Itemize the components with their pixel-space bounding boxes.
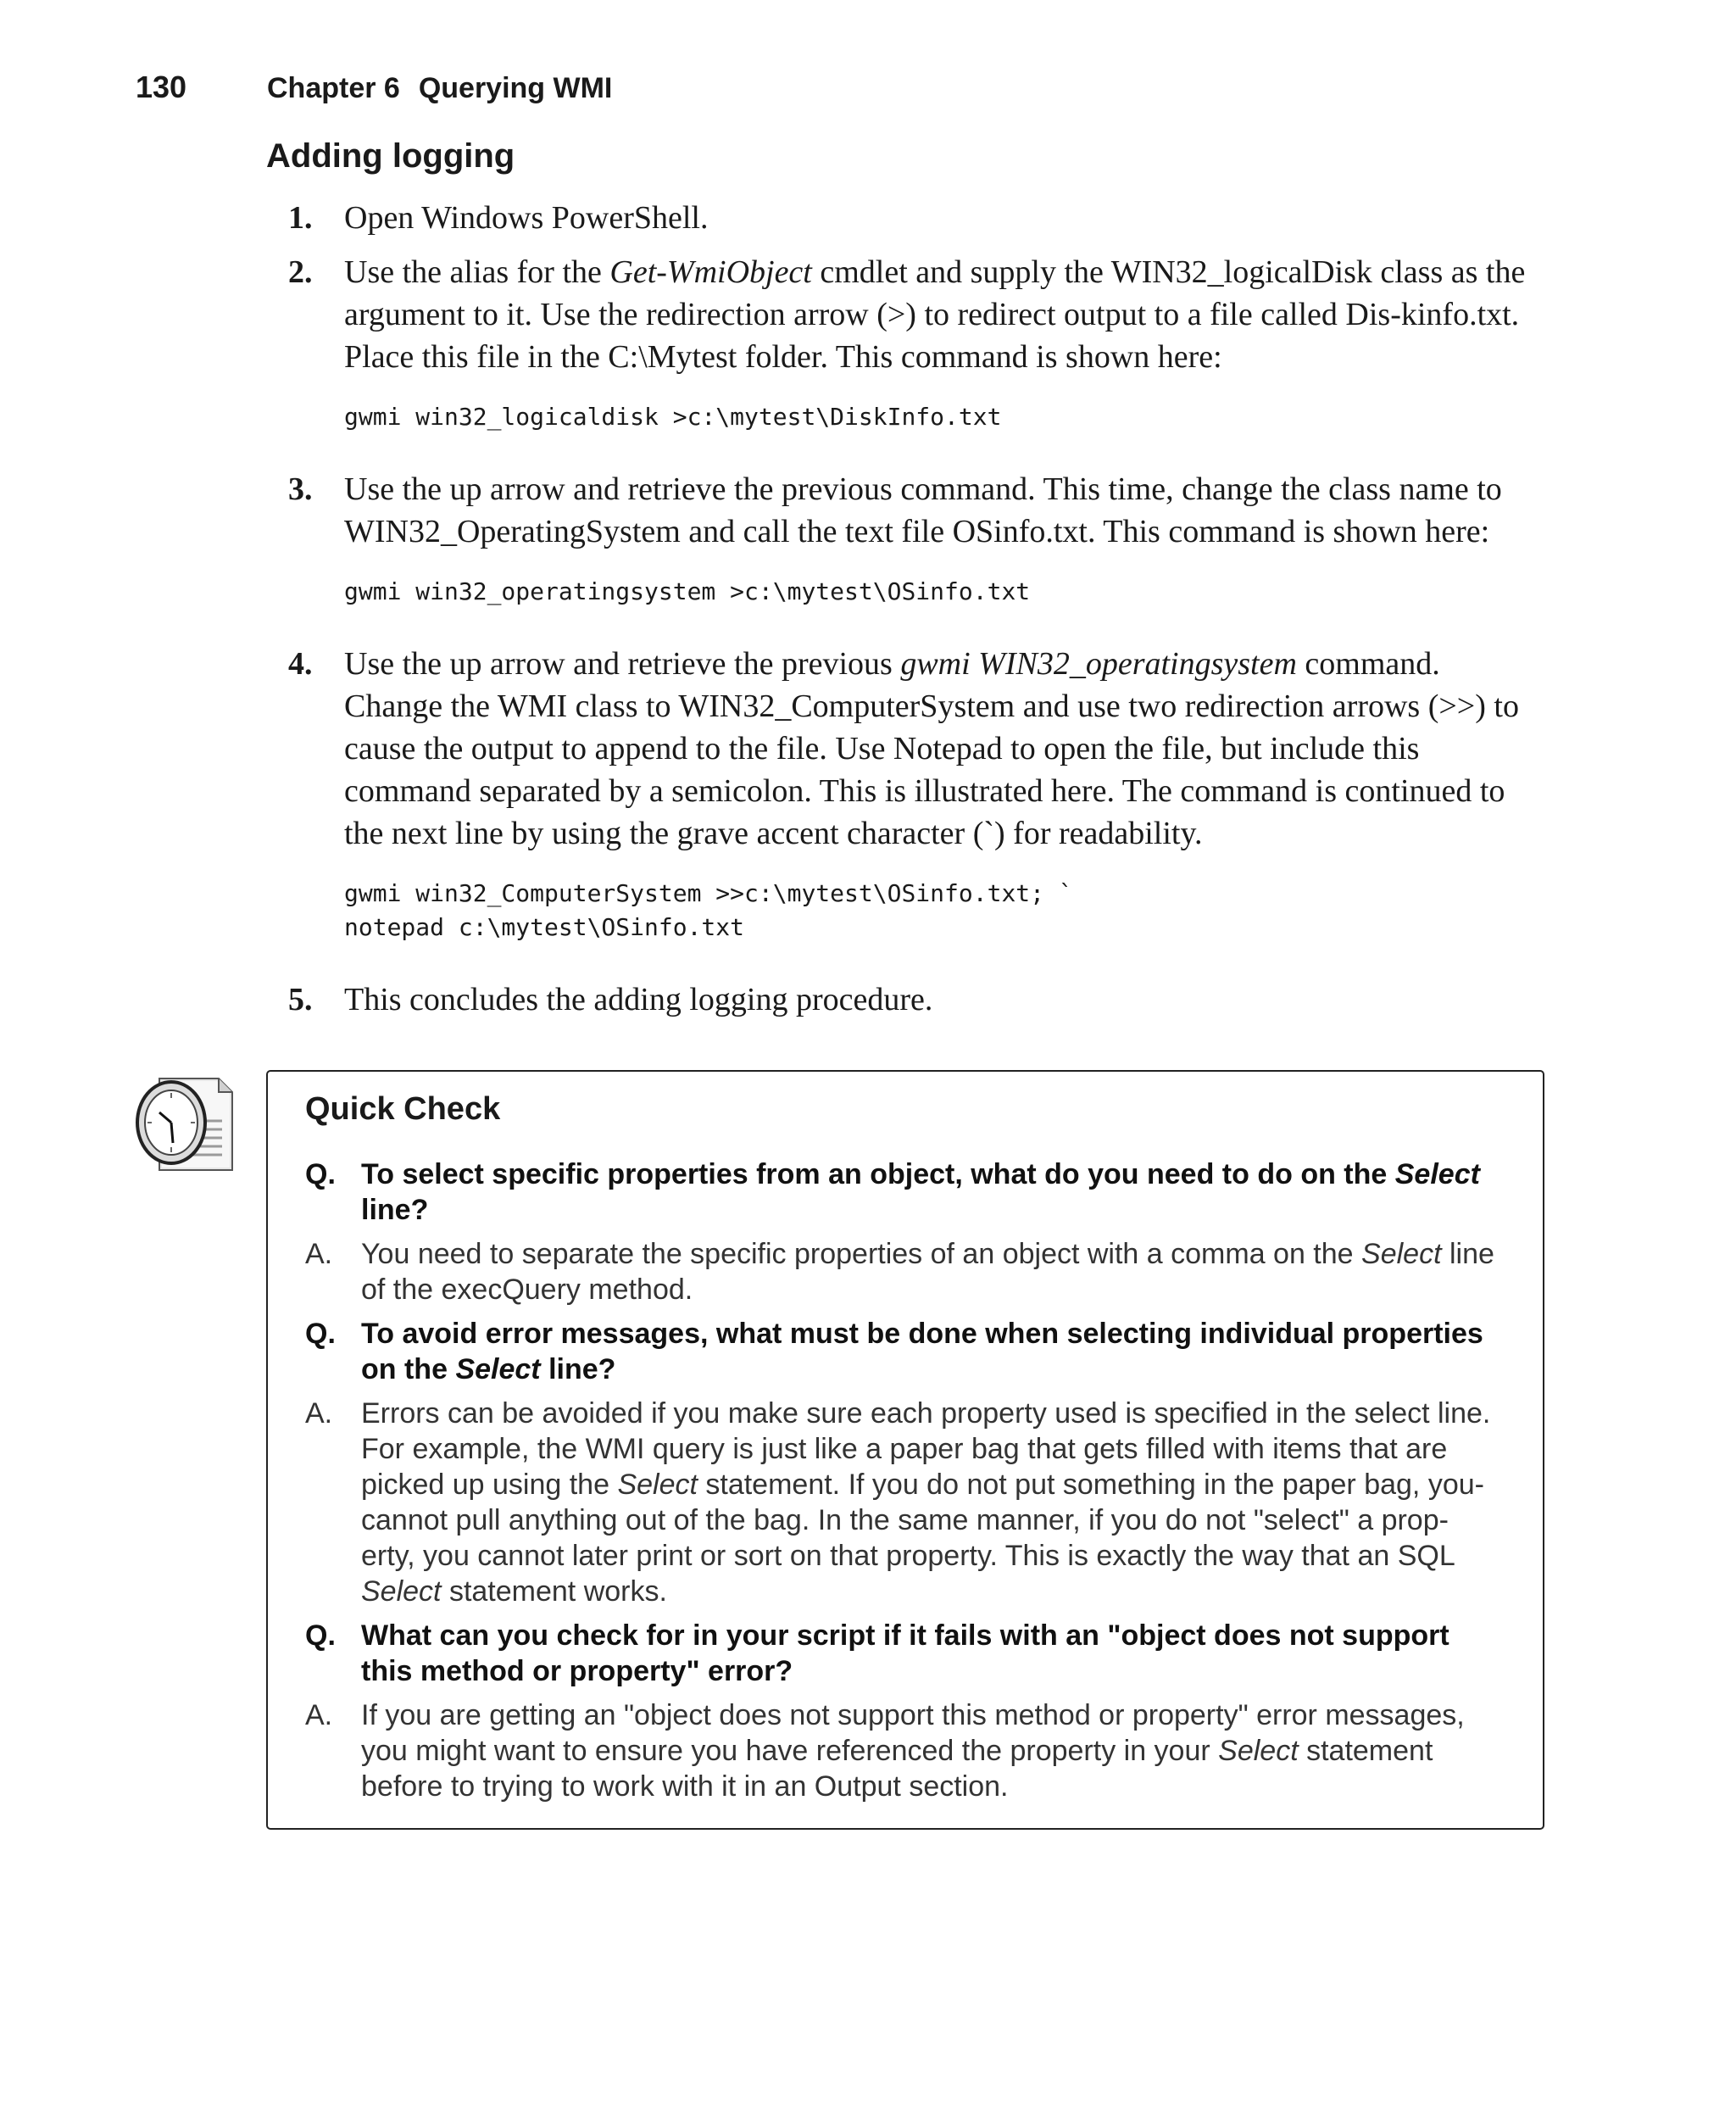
step-number: 1.	[288, 200, 313, 236]
code-line: gwmi win32_ComputerSystem >>c:\mytest\OSinfo.txt; `	[344, 879, 1073, 907]
answer-label: A.	[305, 1397, 333, 1430]
step-number: 2.	[288, 254, 313, 290]
question-1	[305, 1157, 1495, 1228]
text-part: line?	[361, 1194, 429, 1226]
section-title: Adding logging	[266, 137, 515, 175]
step-text-part: cmdlet and supply the WIN32_logicalDisk class as the argument to it. Use the redirection arrow (>) to redirect output to a file called Dis-kinfo.txt. Place this file in the C:\Mytest folder. This command is shown here:	[344, 254, 1526, 375]
step-5	[266, 978, 1546, 1021]
step-text-part: Use the alias for the	[344, 254, 610, 290]
step-1	[266, 197, 1546, 239]
quick-check-title: Quick Check	[305, 1091, 501, 1127]
answer-label: A.	[305, 1699, 333, 1731]
step-number: 3.	[288, 471, 313, 507]
step-3	[266, 468, 1546, 631]
step-text-part: Use the up arrow and retrieve the previous	[344, 646, 901, 682]
text-part: line?	[540, 1353, 616, 1385]
question-text	[361, 1316, 1495, 1387]
command-name: gwmi WIN32_operatingsystem	[900, 646, 1297, 682]
running-head	[136, 70, 612, 105]
question-label: Q.	[305, 1619, 336, 1652]
procedure-steps	[266, 197, 1546, 1033]
answer-text	[361, 1236, 1495, 1307]
emphasis: Select	[1394, 1158, 1480, 1190]
emphasis: Select	[1361, 1238, 1442, 1270]
emphasis: Select	[361, 1575, 442, 1608]
step-text	[344, 251, 1546, 378]
text-part: statement before to trying to work with it in an Output section.	[361, 1735, 1433, 1803]
question-3	[305, 1618, 1495, 1689]
text-part: To select specific properties from an object, what do you need to do on the	[361, 1158, 1395, 1190]
text-part: statement works.	[441, 1575, 667, 1608]
answer-text	[361, 1697, 1495, 1804]
answer-2	[305, 1396, 1495, 1609]
emphasis: Select	[1218, 1735, 1299, 1767]
answer-1	[305, 1236, 1495, 1307]
code-line: notepad c:\mytest\OSinfo.txt	[344, 913, 745, 941]
emphasis: Select	[455, 1353, 541, 1385]
answer-3	[305, 1697, 1495, 1804]
step-text: This concludes the adding logging procedure.	[344, 982, 933, 1017]
step-number: 5.	[288, 982, 313, 1017]
question-label: Q.	[305, 1318, 336, 1350]
answer-label: A.	[305, 1238, 333, 1270]
step-2	[266, 251, 1546, 456]
emphasis: Select	[617, 1469, 698, 1501]
chapter-label: Chapter 6	[267, 72, 400, 104]
code-sample	[344, 877, 1546, 945]
step-text	[344, 643, 1546, 855]
step-text-part: command. Change the WMI class to WIN32_ComputerSystem and use two redirection arrows (>>) to cause the output to append to the file. Use Notepad to open the file, but include this command separated by a semicolon. This is illustrated here. The command is continued to the next line by using the grave accent character (`) for readability.	[344, 646, 1519, 851]
answer-text	[361, 1396, 1495, 1609]
quick-check-box	[266, 1070, 1544, 1830]
text-part: If you are getting an "object does not support this method or property" error messages, you might want to ensure you have referenced the property in your	[361, 1699, 1465, 1767]
text-part: Errors can be avoided if you make sure each property used is specified in the select line. For example, the WMI query is just like a paper bag that gets filled with items that are picked up using the	[361, 1397, 1491, 1501]
question-label: Q.	[305, 1158, 336, 1190]
question-text	[361, 1157, 1495, 1228]
step-4	[266, 643, 1546, 967]
code-sample: gwmi win32_logicaldisk >c:\mytest\DiskInfo.txt	[344, 403, 1002, 431]
step-text: Use the up arrow and retrieve the previous command. This time, change the class name to WIN32_OperatingSystem and call the text file OSinfo.txt. This command is shown here:	[344, 471, 1502, 549]
question-2	[305, 1316, 1495, 1387]
text-part: To avoid error messages, what must be done when selecting individual properties on the	[361, 1318, 1483, 1385]
cmdlet-name: Get-WmiObject	[609, 254, 812, 290]
text-part: statement. If you do not put something in the paper bag, you-cannot pull anything out of the bag. In the same manner, if you do not "select" a prop-erty, you cannot later print or sort on that property. This is exactly the way that an SQL	[361, 1469, 1484, 1572]
chapter-title: Querying WMI	[418, 72, 613, 104]
clock-document-icon	[134, 1070, 237, 1175]
page-number: 130	[136, 70, 187, 104]
step-text: Open Windows PowerShell.	[344, 200, 709, 236]
question-text: What can you check for in your script if it fails with an "object does not support this method or property" error?	[361, 1619, 1449, 1687]
code-sample: gwmi win32_operatingsystem >c:\mytest\OSinfo.txt	[344, 577, 1031, 605]
text-part: You need to separate the specific properties of an object with a comma on the	[361, 1238, 1362, 1270]
step-number: 4.	[288, 646, 313, 682]
text-part: line of the execQuery method.	[361, 1238, 1494, 1306]
